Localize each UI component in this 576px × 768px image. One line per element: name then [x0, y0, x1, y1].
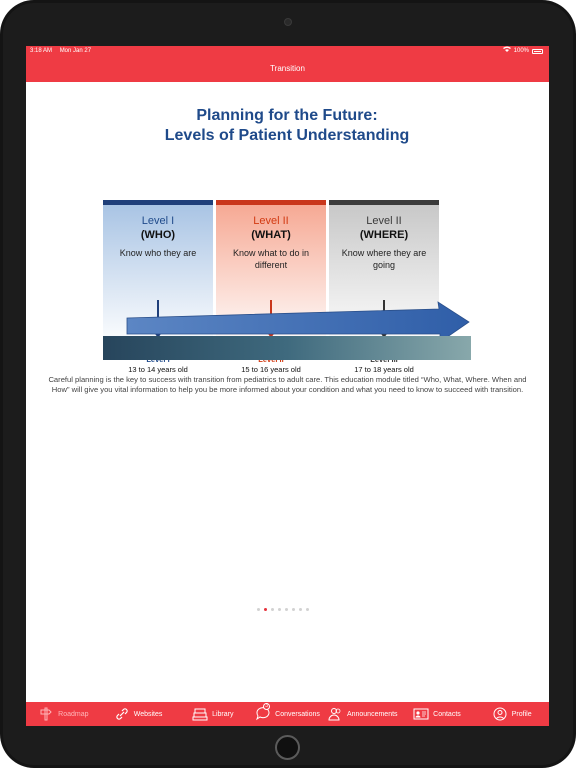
unread-badge: 3	[263, 703, 270, 710]
column-heading	[216, 214, 326, 242]
column-level: Level I	[141, 215, 175, 227]
status-date: Mon Jan 27	[59, 48, 92, 54]
page-dot[interactable]	[292, 608, 295, 611]
down-arrow-icon	[157, 300, 159, 336]
tab-conversations[interactable]	[250, 702, 325, 726]
tab-label: Conversations	[275, 710, 320, 718]
signpost-icon	[38, 706, 54, 722]
status-left	[30, 46, 91, 56]
tab-label: Roadmap	[58, 710, 89, 718]
tab-roadmap[interactable]	[26, 702, 101, 726]
nav-bar	[26, 56, 549, 82]
status-bar	[26, 46, 549, 56]
page-dot[interactable]	[264, 608, 267, 611]
footer-age: 13 to 14 years old	[128, 365, 188, 374]
home-button[interactable]	[275, 735, 300, 760]
column-level: Level II	[366, 215, 402, 227]
page-indicator[interactable]	[257, 608, 309, 611]
tab-profile[interactable]	[474, 702, 549, 726]
footer-age: 17 to 18 years old	[354, 365, 414, 374]
app-screen	[26, 46, 549, 726]
status-time: 3:18 AM	[30, 48, 53, 54]
slide-title-line-2: Levels of Patient Understanding	[164, 127, 410, 144]
page-dot[interactable]	[271, 608, 274, 611]
tab-announcements[interactable]	[325, 702, 400, 726]
wifi-icon	[503, 46, 511, 56]
tab-label: Profile	[511, 710, 532, 718]
slide-footer-strip	[103, 336, 471, 360]
tab-label: Websites	[133, 710, 163, 718]
column-heading	[329, 214, 439, 242]
column-question: (WHAT)	[251, 229, 291, 241]
tab-library[interactable]	[175, 702, 250, 726]
column-question: (WHO)	[140, 229, 176, 241]
transition-slide-image	[103, 96, 471, 374]
people-icon	[327, 706, 343, 722]
page-dot[interactable]	[257, 608, 260, 611]
page-dot[interactable]	[306, 608, 309, 611]
status-right	[503, 46, 543, 56]
footer-age: 15 to 16 years old	[241, 365, 301, 374]
module-description: Careful planning is the key to success with transition from pediatrics to adult care. This education module titled “Who, What, Where. When and How” will give you vital information to help you be more informed about your condition and what you need to know to succeed with transition.	[48, 375, 527, 394]
battery-icon	[532, 49, 543, 54]
column-description: Know who they are	[119, 248, 197, 258]
tab-label: Announcements	[346, 710, 398, 718]
column-question: (WHERE)	[359, 229, 409, 241]
tab-contacts[interactable]	[400, 702, 475, 726]
tab-websites[interactable]	[101, 702, 176, 726]
slide-title-line-1: Planning for the Future:	[196, 107, 378, 124]
link-icon	[114, 706, 130, 722]
books-icon	[192, 706, 208, 722]
slide-title	[103, 106, 471, 146]
page-dot[interactable]	[285, 608, 288, 611]
chat-bubble-icon	[255, 703, 271, 722]
tab-label: Contacts	[433, 710, 461, 718]
bottom-tab-bar	[26, 702, 549, 726]
page-dot[interactable]	[278, 608, 281, 611]
contact-card-icon	[413, 706, 429, 722]
profile-icon	[492, 706, 508, 722]
down-arrow-icon	[270, 300, 272, 336]
tab-label: Library	[212, 710, 234, 718]
down-arrow-icon	[383, 300, 385, 336]
front-camera	[284, 18, 292, 26]
column-description: Know what to do in different	[232, 248, 310, 270]
page-dot[interactable]	[299, 608, 302, 611]
column-level: Level II	[253, 215, 289, 227]
battery-percent: 100%	[513, 48, 529, 54]
column-description: Know where they are going	[341, 248, 427, 270]
page-title: Transition	[270, 64, 305, 73]
column-heading	[103, 214, 213, 242]
